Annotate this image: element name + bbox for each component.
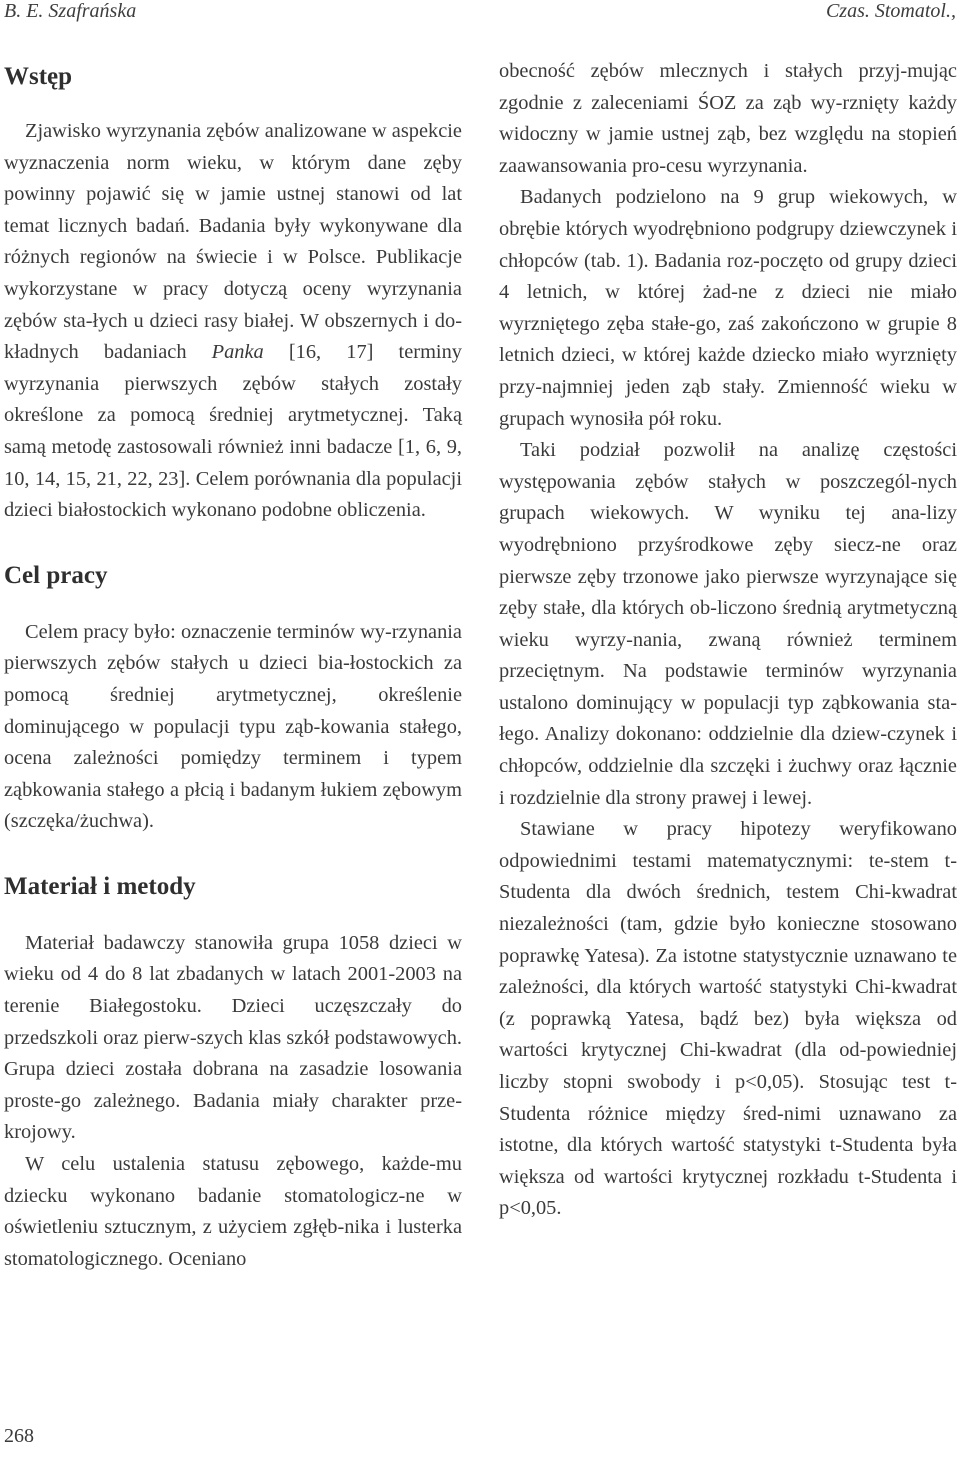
section-title-intro: Wstęp	[4, 63, 73, 90]
right-paragraph-2: Badanych podzielono na 9 grup wiekowych, w obrębie których wyodrębniono podgrupy dziewczynek i chłopców (tab. 1). Badania roz-poczęto od grupy dzieci 4 letnich, w której żad-ne z dzieci nie miało wyrzniętego zęba stałe-go, zaś zakończono w grupie 8 letnich dzieci, w której każde dziecko miało wyrznięty przy-najmniej jeden ząb stały. Zmienność wieku w grupach wynosiła pół roku.	[499, 186, 957, 430]
aim-paragraph: Celem pracy było: oznaczenie terminów wy-rzynania pierwszych zębów stałych u dzieci bia-łostockich za pomocą średniej arytmetycznej, określenie dominującego w populacji typu ząb-kowania stałego, ocena zależności pomiędzy terminem i typem ząbkowania stałego a płcią i badanym łukiem zębowym (szczęka/żuchwa).	[4, 620, 462, 833]
right-paragraph-4: Stawiane w pracy hipotezy weryfikowano odpowiednimi testami matematycznymi: te-stem t-Studenta dla dwóch średnich, testem Chi-kwadrat niezależności (tam, gdzie było konieczne stosowano poprawkę Yatesa). Za istotne statystycznie uznawano te zależności, dla których wartość statystyki Chi-kwadrat (z poprawką Yatesa, bądź bez) była większa od wartości krytycznej Chi-kwadrat (dla od-powiedniej liczby stopni swobody i p<0,05). Stosując test t-Studenta różnice między śred-nimi uznawano za istotne, dla których wartość statystyki t-Studenta była większa od wartości krytycznej rozkładu t-Studenta i p<0,05.	[499, 818, 957, 1220]
intro-author-name: Panka	[211, 341, 264, 364]
intro-text-b: [16, 17] terminy wyrzynania pierwszych zębów stałych zostały określone za pomocą średniej arytmetycznej. Taką samą metodę zastosowali również inni badacze [1, 6, 9, 10, 14, 15, 21, 22, 23]. Celem porównania dla populacji dzieci białostockich wykonano podobne obliczenia.	[4, 341, 462, 522]
header-journal: Czas. Stomatol.,	[825, 0, 956, 22]
left-column	[4, 56, 462, 1275]
intro-text-a: Zjawisko wyrzynania zębów analizowane w aspekcie wyznaczenia norm wieku, w którym dane zęby powinny pojawić się w jamie ustnej stanowi od lat temat licznych badań. Badania były wykonywane dla różnych regionów na świecie i w Polsce. Publikacje wykorzystane w pracy dotyczą oceny wyrzynania zębów sta-łych u dzieci rasy białej. W obszernych i do-kładnych badaniach	[4, 120, 462, 364]
page-number: 268	[4, 1425, 34, 1447]
section-title-methods: Materiał i metody	[4, 872, 196, 900]
intro-paragraph	[4, 116, 462, 527]
section-title-aim: Cel pracy	[4, 561, 108, 589]
right-paragraph-3: Taki podział pozwolił na analizę częstości występowania zębów stałych w poszczegól-nych grupach wiekowych. W wyniku tej ana-lizy wyodrębniono przyśrodkowe zęby siecz-ne oraz pierwsze zęby trzonowe jako pierwsze wyrzynające się zęby stałe, dla których ob-liczono średnią arytmetyczną wieku wyrzy-nania, zwaną również terminem przeciętnym. Na podstawie terminów wyrzynania ustalono dominujący w populacji typ ząbkowania sta-łego. Analizy dokonano: oddzielnie dla dziew-czynek i chłopców, oddzielnie dla szczęki i żuchwy oraz łącznie i rozdzielnie dla strony prawej i lewej.	[499, 439, 957, 809]
right-paragraph-1: obecność zębów mlecznych i stałych przyj-mując zgodnie z zaleceniami ŚOZ za ząb wy-rznięty każdy widoczny w jamie ustnej ząb, bez względu na stopień zaawansowania pro-cesu wyrzynania.	[499, 60, 957, 177]
header-author: B. E. Szafrańska	[4, 0, 137, 22]
running-header	[0, 0, 960, 26]
right-column	[499, 56, 957, 1225]
methods-paragraph-2: W celu ustalenia statusu zębowego, każde-mu dziecku wykonano badanie stomatologicz-ne w oświetleniu sztucznym, z użyciem zgłęb-nika i lusterka stomatologicznego. Oceniano	[4, 1153, 462, 1270]
methods-paragraph-1: Materiał badawczy stanowiła grupa 1058 dzieci w wieku od 4 do 8 lat zbadanych w latach 2001-2003 na terenie Białegostoku. Dzieci uczęszczały do przedszkoli oraz pierw-szych klas szkół podstawowych. Grupa dzieci została dobrana na zasadzie losowania proste-go zależnego. Badania miały charakter prze-krojowy.	[4, 931, 462, 1144]
